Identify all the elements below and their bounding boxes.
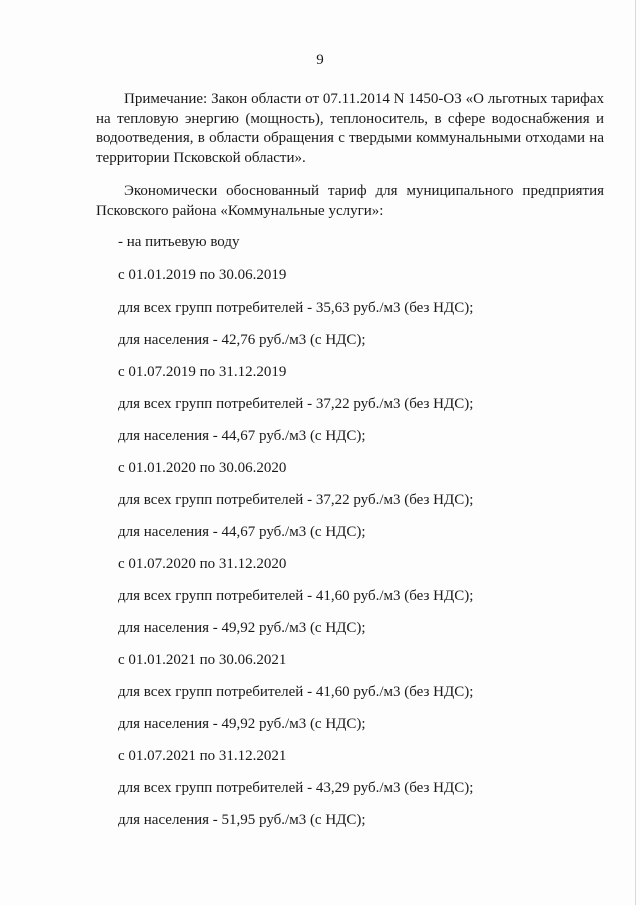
- tariff-line: для всех групп потребителей - 41,60 руб./м3 (без НДС);: [118, 684, 474, 700]
- tariff-line: для населения - 49,92 руб./м3 (с НДС);: [118, 620, 366, 636]
- period-line: с 01.07.2019 по 31.12.2019: [118, 364, 287, 380]
- tariff-heading: - на питьевую воду: [118, 234, 240, 250]
- period-line: с 01.01.2019 по 30.06.2019: [118, 267, 287, 283]
- tariff-line: для населения - 44,67 руб./м3 (с НДС);: [118, 524, 366, 540]
- tariff-line: для населения - 44,67 руб./м3 (с НДС);: [118, 428, 366, 444]
- tariff-line: для населения - 42,76 руб./м3 (с НДС);: [118, 332, 366, 348]
- tariff-line: для всех групп потребителей - 43,29 руб./м3 (без НДС);: [118, 780, 474, 796]
- page-number: 9: [316, 52, 324, 68]
- note-paragraph: Примечание: Закон области от 07.11.2014 N 1450-ОЗ «О льготных тарифах на тепловую энергию (мощность), теплоноситель, в сфере водоснабжения и водоотведения, в области обращения с твердыми коммунальными отходами на территории Псковской области».: [96, 91, 604, 166]
- page-edge: [635, 0, 636, 905]
- tariff-line: для населения - 49,92 руб./м3 (с НДС);: [118, 716, 366, 732]
- period-line: с 01.07.2020 по 31.12.2020: [118, 556, 287, 572]
- tariff-line: для всех групп потребителей - 41,60 руб./м3 (без НДС);: [118, 588, 474, 604]
- tariff-line: для всех групп потребителей - 35,63 руб./м3 (без НДС);: [118, 300, 474, 316]
- period-line: с 01.01.2020 по 30.06.2020: [118, 460, 287, 476]
- tariff-line: для всех групп потребителей - 37,22 руб./м3 (без НДС);: [118, 492, 474, 508]
- intro-paragraph: Экономически обоснованный тариф для муниципального предприятия Псковского района «Коммунальные услуги»:: [96, 183, 604, 219]
- tariff-line: для населения - 51,95 руб./м3 (с НДС);: [118, 812, 366, 828]
- period-line: с 01.07.2021 по 31.12.2021: [118, 748, 287, 764]
- tariff-line: для всех групп потребителей - 37,22 руб./м3 (без НДС);: [118, 396, 474, 412]
- period-line: с 01.01.2021 по 30.06.2021: [118, 652, 287, 668]
